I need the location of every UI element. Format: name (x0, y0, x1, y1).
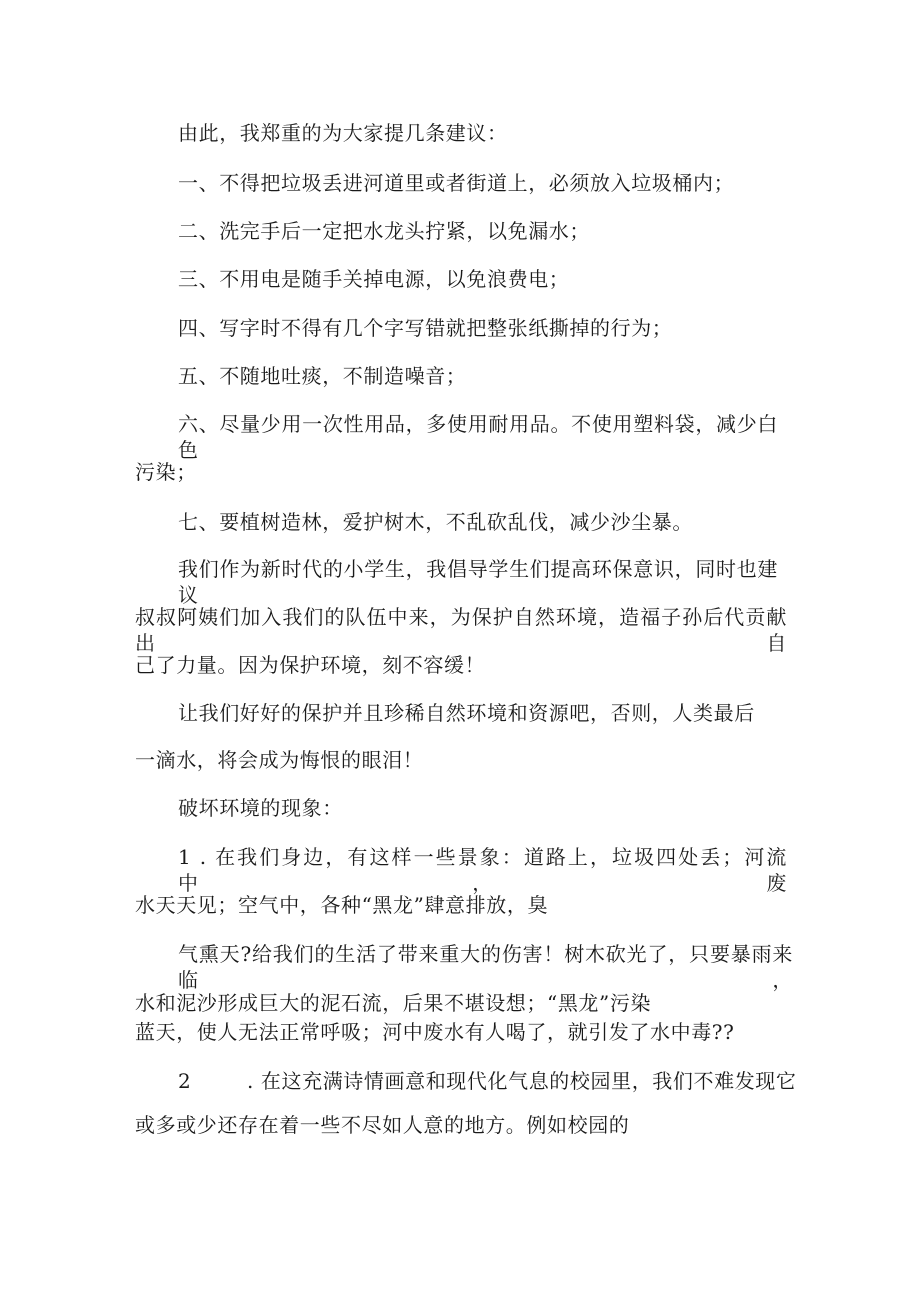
paragraph-protect-line-2: 一滴水，将会成为悔恨的眼泪！ (135, 748, 424, 772)
suggestion-6-line-2: 污染； (135, 460, 197, 484)
section-heading-damage: 破坏环境的现象： (178, 796, 343, 820)
paragraph-students-line-2: 叔叔阿姨们加入我们的队伍中来，为保护自然环境，造福子孙后代贡献出自 (135, 605, 787, 655)
paragraph-protect-line-1: 让我们好好的保护并且珍稀自然环境和资源吧，否则，人类最后 (178, 701, 755, 725)
paragraph-students-line-1: 我们作为新时代的小学生，我倡导学生们提高环保意识，同时也建议 (178, 557, 778, 607)
paragraph-students-line-3: 己了力量。因为保护环境，刻不容缓！ (135, 653, 486, 677)
suggestion-4: 四、写字时不得有几个字写错就把整张纸撕掉的行为； (178, 316, 673, 340)
item-1-line-4: 水和泥沙形成巨大的泥石流，后果不堪设想；“黑龙”污染 (135, 991, 652, 1015)
suggestion-1: 一、不得把垃圾丢进河道里或者街道上，必须放入垃圾桶内； (178, 171, 735, 195)
suggestion-5: 五、不随地吐痰，不制造噪音； (178, 364, 467, 388)
item-1-line-1: 1 . 在我们身边，有这样一些景象：道路上，垃圾四处丢；河流中，废 (178, 845, 787, 895)
paragraph-intro: 由此，我郑重的为大家提几条建议： (178, 121, 508, 145)
item-1-line-3: 气熏天?给我们的生活了带来重大的伤害！树木砍光了，只要暴雨来临， (178, 942, 793, 992)
suggestion-7: 七、要植树造林，爱护树木，不乱砍乱伐，减少沙尘暴。 (178, 510, 693, 534)
suggestion-6-line-1: 六、尽量少用一次性用品，多使用耐用品。不使用塑料袋，减少白色 (178, 412, 778, 462)
item-1-line-2: 水天天见；空气中，各种“黑龙”肆意排放，臭 (135, 893, 549, 917)
item-1-line-5: 蓝天，使人无法正常呼吸；河中废水有人喝了，就引发了水中毒?? (135, 1020, 735, 1044)
item-2-line-2: 或多或少还存在着一些不尽如人意的地方。例如校园的 (135, 1113, 630, 1137)
item-2-line-1: 2 . 在这充满诗情画意和现代化气息的校园里，我们不难发现它 (178, 1069, 797, 1093)
suggestion-3: 三、不用电是随手关掉电源，以免浪费电； (178, 267, 570, 291)
suggestion-2: 二、洗完手后一定把水龙头拧紧，以免漏水； (178, 219, 590, 243)
